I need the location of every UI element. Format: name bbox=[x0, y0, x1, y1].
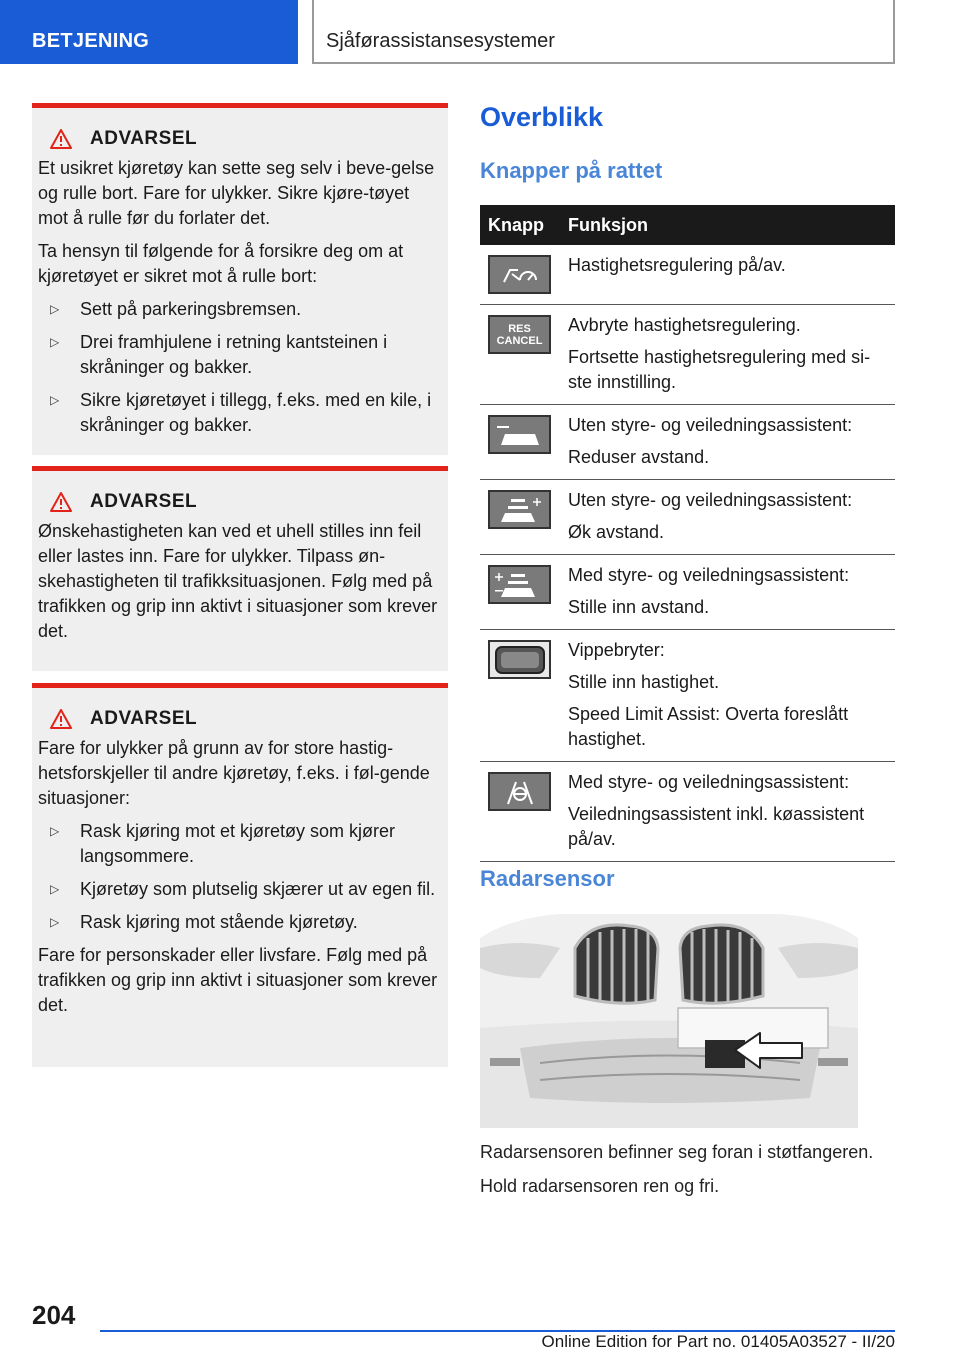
function-text: Reduser avstand. bbox=[568, 447, 710, 467]
table-row bbox=[480, 630, 895, 762]
function-text: Med styre- og veiledningsassistent: bbox=[568, 565, 850, 585]
list-item: ▷ Sett på parkeringsbremsen. bbox=[38, 297, 440, 322]
triangle-bullet-icon: ▷ bbox=[50, 302, 60, 316]
list-item: ▷ Drei framhjulene i retning kantsteinen i skråninger og bakker. bbox=[50, 332, 388, 377]
function-text: Speed Limit Assist: Overta foreslått hastighet. bbox=[568, 704, 849, 749]
warning-text: Ønskehastigheten kan ved et uhell stilles inn feil eller lastes inn. Fare for ulykker. Tilpass øn-skehastigheten til trafikksituasjonen. Følg med på trafikken og grip inn aktivt i situasjoner som krever det. bbox=[38, 521, 438, 641]
warning-box-speed-difference bbox=[32, 683, 448, 1067]
function-text: Fortsette hastighetsregulering med si-ste innstilling. bbox=[568, 347, 871, 392]
steering-assist-icon bbox=[488, 772, 551, 811]
triangle-bullet-icon: ▷ bbox=[50, 824, 60, 838]
footer-edition: Online Edition for Part no. 01405A03527 - II/20 bbox=[541, 1332, 895, 1351]
warning-text: Fare for ulykker på grunn av for store hastig-hetsforskjeller til andre kjøretøy, f.eks. i føl-gende situasjoner: bbox=[38, 738, 430, 808]
warning-box-rolling bbox=[32, 103, 448, 455]
warning-title: ADVARSEL bbox=[90, 708, 198, 729]
function-text: Vippebryter: bbox=[568, 640, 665, 660]
warning-title: ADVARSEL bbox=[90, 128, 198, 149]
function-text: Øk avstand. bbox=[568, 522, 665, 542]
function-text: Uten styre- og veiledningsassistent: bbox=[568, 415, 853, 435]
triangle-bullet-icon: ▷ bbox=[50, 915, 60, 929]
function-text: Veiledningsassistent inkl. køassistent på/av. bbox=[568, 804, 865, 849]
warning-text: Et usikret kjøretøy kan sette seg selv i beve-gelse og rulle bort. Fare for ulykker. Sikre kjøre-tøyet mot å rulle før du forlater det. bbox=[38, 158, 435, 228]
warning-triangle-icon bbox=[50, 129, 72, 149]
warning-box-speed bbox=[32, 466, 448, 671]
distance-decrease-icon bbox=[488, 415, 551, 454]
list-item: ▷ Rask kjøring mot stående kjøretøy. bbox=[38, 910, 440, 935]
warning-triangle-icon bbox=[50, 709, 72, 729]
function-text: Avbryte hastighetsregulering. bbox=[568, 315, 801, 335]
warning-text: Fare for personskader eller livsfare. Følg med på trafikken og grip inn aktivt i situasjoner som krever det. bbox=[38, 945, 438, 1015]
res-label: RES bbox=[508, 322, 531, 335]
warning-bullets bbox=[38, 819, 440, 935]
subsection-title-radar: Radarsensor bbox=[480, 866, 615, 891]
warning-text: Ta hensyn til følgende for å forsikre deg om at kjøretøyet er sikret mot å rulle bort: bbox=[38, 241, 404, 286]
function-text: Stille inn hastighet. bbox=[568, 672, 720, 692]
table-row bbox=[480, 405, 895, 480]
function-text: Hastighetsregulering på/av. bbox=[568, 255, 786, 275]
section-label: BETJENING bbox=[32, 30, 150, 52]
triangle-bullet-icon: ▷ bbox=[50, 882, 60, 896]
radar-sensor-illustration bbox=[480, 908, 858, 1128]
triangle-bullet-icon: ▷ bbox=[50, 393, 60, 407]
column-header-function: Funksjon bbox=[560, 205, 895, 245]
table-row bbox=[480, 762, 895, 862]
radar-caption-clean: Hold radarsensoren ren og fri. bbox=[480, 1176, 720, 1196]
distance-set-icon bbox=[488, 565, 551, 604]
function-text: Stille inn avstand. bbox=[568, 597, 710, 617]
table-row bbox=[480, 305, 895, 405]
warning-triangle-icon bbox=[50, 492, 72, 512]
list-item: ▷ Sikre kjøretøyet i tillegg, f.eks. med en kile, i skråninger og bakker. bbox=[50, 390, 432, 435]
column-header-key: Knapp bbox=[480, 205, 560, 245]
radar-caption-location: Radarsensoren befinner seg foran i støtfangeren. bbox=[480, 1142, 874, 1162]
triangle-bullet-icon: ▷ bbox=[50, 335, 60, 349]
section-title: Overblikk bbox=[480, 102, 604, 132]
function-text: Med styre- og veiledningsassistent: bbox=[568, 772, 850, 792]
warning-title: ADVARSEL bbox=[90, 491, 198, 512]
subsection-title-buttons: Knapper på rattet bbox=[480, 158, 663, 183]
list-item: ▷ Kjøretøy som plutselig skjærer ut av egen fil. bbox=[38, 877, 440, 902]
speed-control-icon bbox=[488, 255, 551, 294]
cancel-label: CANCEL bbox=[496, 334, 543, 347]
function-text: Uten styre- og veiledningsassistent: bbox=[568, 490, 853, 510]
warning-bullets bbox=[38, 297, 440, 438]
chapter-tab bbox=[312, 0, 895, 64]
table-row bbox=[480, 555, 895, 630]
section-tab bbox=[0, 0, 298, 64]
table-header-row bbox=[480, 205, 895, 245]
res-cancel-icon bbox=[488, 315, 551, 354]
chapter-label: Sjåførassistansesystemer bbox=[326, 30, 555, 52]
distance-increase-icon bbox=[488, 490, 551, 529]
table-row bbox=[480, 245, 895, 305]
page-number: 204 bbox=[32, 1300, 76, 1330]
steering-buttons-table bbox=[480, 205, 895, 862]
list-item: ▷ Rask kjøring mot et kjøretøy som kjører langsommere. bbox=[50, 821, 396, 866]
table-row bbox=[480, 480, 895, 555]
rocker-switch-icon bbox=[488, 640, 551, 679]
